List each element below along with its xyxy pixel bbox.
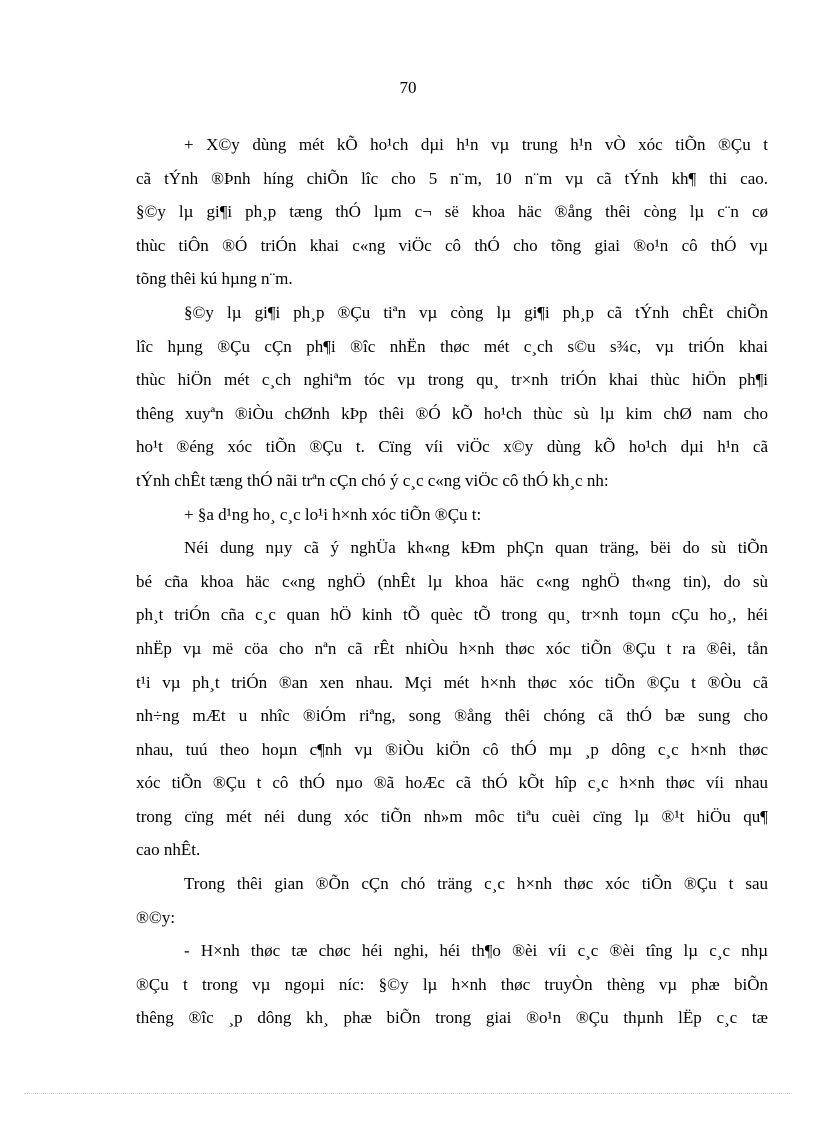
document-body: [136, 128, 768, 1035]
paragraph-diversify-heading: [136, 498, 768, 532]
text-line: ®©y:: [136, 907, 176, 927]
text-line: Néi dung nµy cã ý nghÜa kh«ng kÐm phÇn quan träng, bëi do sù tiÕn: [184, 538, 768, 558]
text-line: trong cïng mét néi dung xóc tiÕn nh»m môc tiªu cuèi cïng lµ ®¹t hiÖu qu¶: [136, 806, 768, 826]
text-line: - H×nh thøc tæ chøc héi nghi, héi th¶o ®èi víi c¸c ®èi tîng lµ c¸c nhµ: [184, 941, 768, 961]
text-line: thêng ®îc ¸p dông kh¸ phæ biÕn trong giai ®o¹n ®Çu thµnh lËp c¸c tæ: [136, 1008, 768, 1028]
paragraph-first-solution: [136, 296, 768, 498]
paragraph-long-term-plan: [136, 128, 768, 296]
text-line: + X©y dùng mét kÕ ho¹ch dµi h¹n vµ trung h¹n vÒ xóc tiÕn ®Çu t: [184, 135, 768, 154]
text-line: lîc hµng ®Çu cÇn ph¶i ®îc nhËn thøc mét c¸ch s©u s¾c, vµ triÓn khai: [136, 336, 768, 356]
text-line: thùc tiÔn ®Ó triÓn khai c«ng viÖc cô thÓ cho tõng giai ®o¹n cô thÓ vµ: [136, 235, 768, 255]
text-line: xóc tiÕn ®Çu t cô thÓ nµo ®ã hoÆc cã thÓ kÕt hîp c¸c h×nh thøc víi nhau: [136, 773, 768, 793]
text-line: nhau, tuú theo hoµn c¶nh vµ ®iÒu kiÖn cô thÓ mµ ¸p dông c¸c h×nh thøc: [136, 739, 768, 759]
text-line: ho¹t ®éng xóc tiÕn ®Çu t. Cïng víi viÖc x©y dùng kÕ ho¹ch dµi h¹n cã: [136, 437, 768, 457]
text-line: §©y lµ gi¶i ph¸p tæng thÓ lµm c¬ së khoa häc ®ång thêi còng lµ c¨n cø: [136, 202, 768, 222]
text-line: bé cña khoa häc c«ng nghÖ (nhÊt lµ khoa häc c«ng nghÖ th«ng tin), do sù: [136, 571, 768, 591]
text-line: cao nhÊt.: [136, 840, 201, 860]
paragraph-upcoming-forms: [136, 867, 768, 934]
text-line: thùc hiÖn mét c¸ch nghiªm tóc vµ trong qu¸ tr×nh triÓn khai thùc hiÖn ph¶i: [136, 370, 768, 390]
page-number: 70: [399, 78, 417, 97]
text-line: Trong thêi gian ®Õn cÇn chó träng c¸c h×nh thøc xóc tiÕn ®Çu t sau: [184, 874, 768, 894]
text-line: + §a d¹ng ho¸ c¸c lo¹i h×nh xóc tiÕn ®Çu t:: [184, 504, 482, 524]
text-line: nhËp vµ më cöa cho nªn cã rÊt nhiÒu h×nh thøc xóc tiÕn ®Çu t ra ®êi, tån: [136, 638, 768, 658]
text-line: thêng xuyªn ®iÒu chØnh kÞp thêi ®Ó kÕ ho¹ch thùc sù lµ kim chØ nam cho: [136, 403, 768, 423]
text-line: tÝnh chÊt tæng thÓ nãi trªn cÇn chó ý c¸c c«ng viÖc cô thÓ kh¸c nh:: [136, 470, 609, 490]
page-bottom-divider: [24, 1093, 792, 1094]
text-line: cã tÝnh ®Þnh híng chiÕn lîc cho 5 n¨m, 10 n¨m vµ cã tÝnh kh¶ thi cao.: [136, 168, 768, 188]
text-line: §©y lµ gi¶i ph¸p ®Çu tiªn vµ còng lµ gi¶i ph¸p cã tÝnh chÊt chiÕn: [184, 302, 768, 322]
text-line: t¹i vµ ph¸t triÓn ®an xen nhau. Mçi mét h×nh thøc xóc tiÕn ®Çu t ®Òu cã: [136, 672, 768, 692]
paragraph-content-significance: [136, 531, 768, 867]
text-line: ®Çu t trong vµ ngoµi níc: §©y lµ h×nh thøc truyÒn thèng vµ phæ biÕn: [136, 974, 768, 994]
text-line: nh÷ng mÆt u nhîc ®iÓm riªng, song ®ång thêi chóng cã thÓ bæ sung cho: [136, 706, 768, 726]
paragraph-conference-form: [136, 934, 768, 1035]
text-line: ph¸t triÓn cña c¸c quan hÖ kinh tÕ quèc tÕ trong qu¸ tr×nh toµn cÇu ho¸, héi: [136, 605, 768, 625]
text-line: tõng thêi kú hµng n¨m.: [136, 269, 293, 289]
